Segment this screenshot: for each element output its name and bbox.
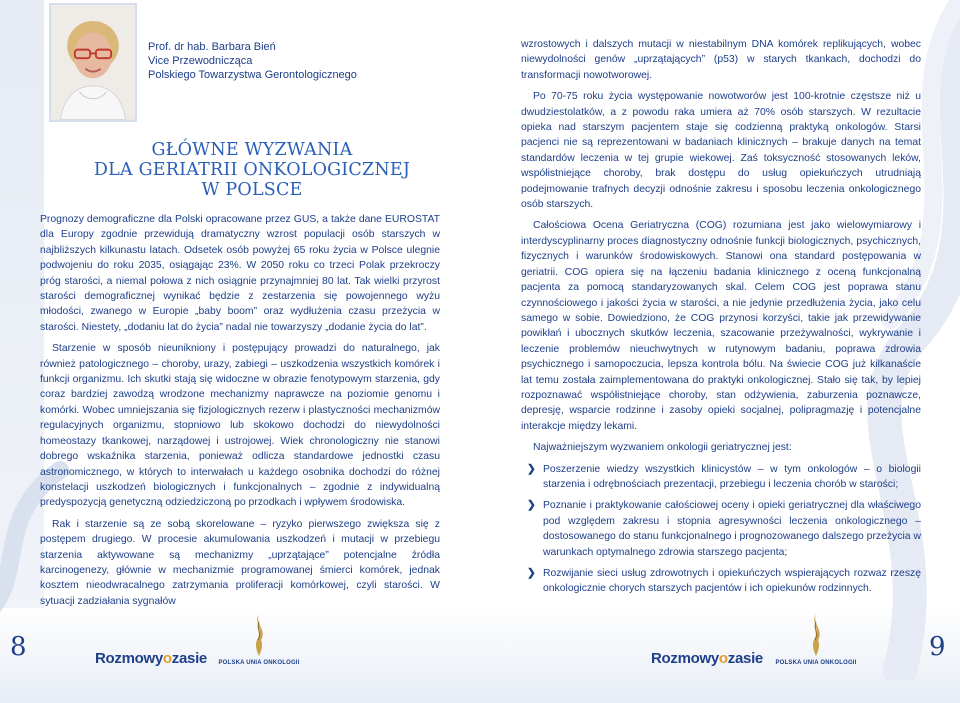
page-number-left: 8	[10, 632, 27, 662]
list-item	[521, 566, 921, 597]
list-item-text: Poszerzenie wiedzy wszystkich klinicystów – w tym onkologów – o biologii starzenia i odrębnościach prezentacji, przebiegu i leczenia chorób w starości;	[543, 463, 921, 490]
title-line-3: W POLSCE	[201, 180, 303, 200]
paragraph: Starzenie w sposób nieunikniony i postępujący prowadzi do naturalnego, jak również patologicznego – choroby, urazy, zabiegi – uszkodzenia wszystkich komórek i funkcji organizmu. Ich skutki stają się widoczne w obrazie fenotypowym starzenia, gdy coraz bardziej zawodzą wrodzone mechanizmy naprawcze na poziomie genomu i komórki. Wobec umniejszania się fizjologicznych rezerw i plastyczności mechanizmów regulacyjnych organizmu, stopniowo lub skokowo dochodzi do niewydolności homeostazy tkankowej, narządowej i ustrojowej. Wiek chronologiczny nie stanowi dobrego wskaźnika starzenia, ponieważ odlicza standardowe jednostki czasu astronomicznego, w których to interwałach u każdego osobnika dochodzi do różnej konstelacji uszkodzeń biologicznych i funkcjonalnych – zgodnie z indywidualną predyspozycją genetyczną odziedziczoną po przodkach i wpływem środowiska.	[40, 343, 440, 509]
logo-label: POLSKA UNIA ONKOLOGII	[775, 660, 857, 666]
list-item	[521, 462, 921, 493]
list-intro: Najważniejszym wyzwaniem onkologii geriatrycznej jest:	[533, 442, 792, 454]
author-portrait	[49, 3, 137, 122]
paragraph: wzrostowych i dalszych mutacji w niestabilnym DNA komórek replikujących, wobec niewydolności genów „uprzątających” (p53) w starych tkankach, dochodzi do transformacji nowotworowej.	[521, 39, 921, 81]
author-name: Prof. dr hab. Barbara Bień	[148, 41, 276, 53]
title-line-2: DLA GERIATRII ONKOLOGICZNEJ	[93, 160, 411, 180]
logo-text-part: zasie	[171, 650, 207, 667]
rozmowy-o-zasie-logo	[95, 650, 207, 674]
logo-accent-o: o	[718, 650, 728, 667]
ribbon-flame-icon	[804, 612, 828, 658]
logo-label: POLSKA UNIA ONKOLOGII	[218, 660, 300, 666]
challenges-list	[521, 462, 921, 597]
paragraph: Całościowa Ocena Geriatryczna (COG) rozumiana jest jako wielowymiarowy i interdyscyplinarny proces diagnostyczny odnośnie funkcji biologicznych, psychicznych, fizycznych i warunków środowiskowych. Stanowi ona standard postępowania w geriatrii. COG opiera się na łączeniu badania klinicznego z oceną funkcjonalną pacjenta za pomocą standaryzowanych skal. Celem COG jest poprawa stanu czynnościowego i jakości życia w starości, a nie jedynie przedłużenia życia, jako celu samego w sobie. Dowiedziono, że COG przynosi korzyści, takie jak przewidywanie powikłań i ubocznych skutków leczenia, szacowanie przeżywalności, wykrywanie i leczenie problemów nieuchwytnych w rutynowym badaniu, poprawa zdrowia psychicznego i samopoczucia, lepsza kontrola bólu. Na świecie COG już kilkanaście lat temu została zaimplementowana do praktyki onkologicznej. Stało się tak, by lepiej rozpoznawać współistniejące choroby, stan odżywienia, zaburzenia poznawcze, depresję, wsparcie rodzinne i zasoby opieki socjalnej, polipragmazję i potencjalne interakcje między lekami.	[521, 220, 921, 432]
chevron-right-icon: ❯	[527, 568, 536, 579]
chevron-right-icon: ❯	[527, 463, 536, 475]
author-block	[148, 40, 357, 82]
right-page	[480, 0, 960, 703]
rozmowy-o-zasie-logo	[651, 650, 763, 674]
polska-unia-onkologii-logo	[214, 612, 304, 672]
author-organization: Polskiego Towarzystwa Gerontologicznego	[148, 69, 357, 81]
paragraph: Rak i starzenie są ze sobą skorelowane – ryzyko pierwszego zwiększa się z postępem drugiego. W procesie akumulowania uszkodzeń i mutacji w przebiegu starzenia aktywowane są mechanizmy „uprzątające” potencjalne źródła karcinogenezy, głównie w mechanizmie programowanej śmierci komórek, jednak kosztem nieodwracalnego zatrzymania proliferacji komórkowej, czyli starości. W sytuacji zadziałania sygnałów	[40, 518, 440, 607]
title-line-1: GŁÓWNE WYZWANIA	[151, 140, 353, 160]
page-number-right: 9	[929, 632, 946, 662]
chevron-right-icon: ❯	[527, 500, 536, 512]
list-item-text: Poznanie i praktykowanie całościowej oceny i opieki geriatrycznej dla właściwego pod względem zakresu i stopnia agresywności leczenia onkologicznego – dostosowanego do stanu funkcjonalnego i prognozowanego dalszego przeżycia w warunkach optymalnego zdrowia starszego pacjenta;	[543, 500, 921, 558]
portrait-illustration	[51, 5, 135, 120]
logo-accent-o: o	[162, 650, 172, 667]
paragraph: Po 70-75 roku życia występowanie nowotworów jest 100-krotnie częstsze niż u dwudziestolatków, a z powodu raka umiera aż 70% osób starszych. W rezultacie opieka nad starszym pacjentem staje się codzienną praktyką onkologów. Starsi pacjenci nie są reprezentowani w badaniach klinicznych – brakuje danych na temat standardów leczenia w tej grupie wiekowej. Zaś toksyczność stosowanych leków, współistniejące choroby, brak dostępu do usług opiekuńczych utrudniają podejmowanie trafnych decyzji odnośnie zakresu i sposobu leczenia onkologicznego osób starszych.	[521, 91, 921, 211]
logo-text-part: zasie	[727, 650, 763, 667]
right-text-column	[521, 37, 921, 603]
logo-text-part: Rozmowy	[95, 650, 163, 667]
author-role: Vice Przewodnicząca	[148, 55, 253, 67]
list-item	[521, 498, 921, 560]
polska-unia-onkologii-logo	[771, 612, 861, 672]
article-title	[40, 140, 464, 200]
left-text-column	[40, 212, 440, 615]
ribbon-flame-icon	[247, 612, 271, 658]
list-item-text: Rozwijanie sieci usług zdrowotnych i opiekuńczych wspierających rozwaz rzeszę onkologicznie chorych starszych pacjentów i ich opiekunów rodzinnych.	[543, 568, 921, 595]
paragraph: Prognozy demograficzne dla Polski opracowane przez GUS, a także dane EUROSTAT dla Europy zgodnie przewidują dramatyczny wzrost populacji osób starszych w najbliższych kilkunastu latach. Odsetek osób powyżej 65 roku życia w Polsce ulegnie podwojeniu do roku 2035, osiągając 23%. W 2050 roku co trzeci Polak przekroczy próg starości, a niemal połowa z nich osiągnie przynajmniej 80 lat. Tak wielki przyrost starości demograficznej wynikać będzie z zestarzenia się powojennego wyżu młodości, zwanego w Europie „baby boom” oraz wydłużenia czasu przeżycia w starości. Niestety, „dodaniu lat do życia” nadal nie towarzyszy „dodanie życia do lat”.	[40, 214, 440, 333]
logo-text-part: Rozmowy	[651, 650, 719, 667]
